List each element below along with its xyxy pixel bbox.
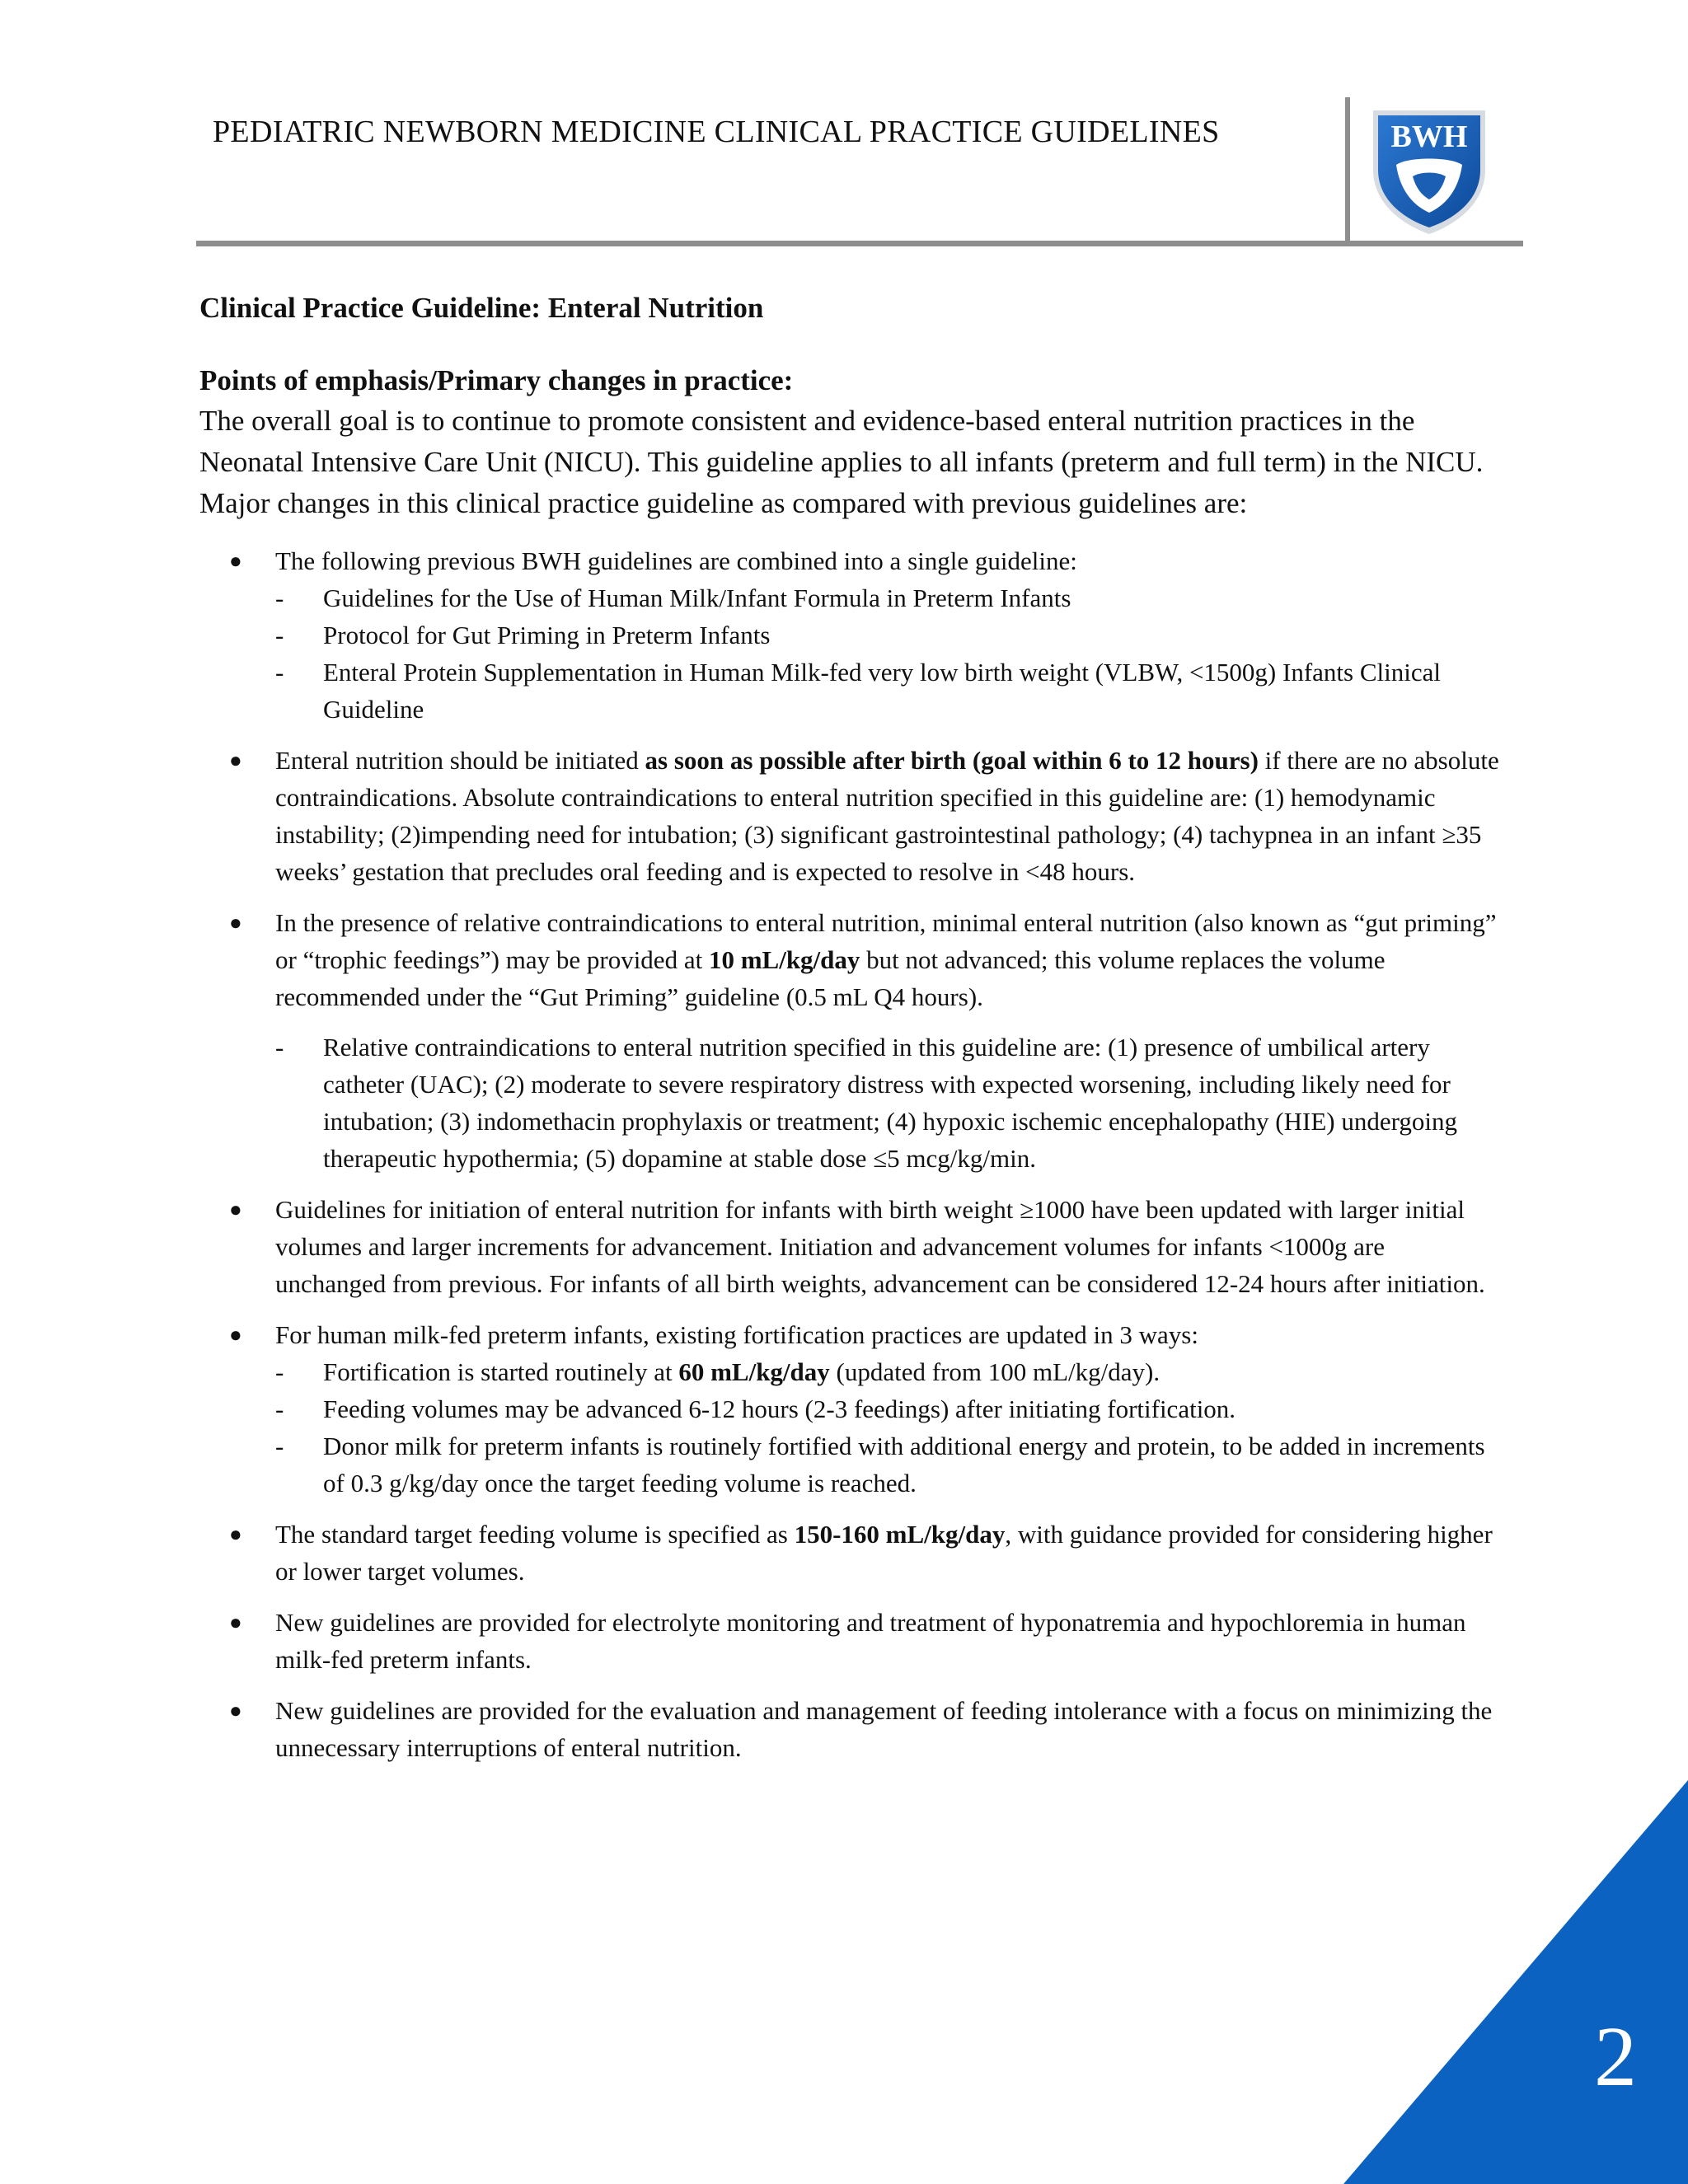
sub-item-text: Protocol for Gut Priming in Preterm Infants [323, 621, 771, 649]
bullet-text-bold: 150-160 mL/kg/day [794, 1520, 1006, 1549]
sub-list [275, 579, 1502, 728]
bullet-icon: ● [229, 1197, 242, 1221]
page-corner-triangle [1343, 1780, 1688, 2184]
header-title: PEDIATRIC NEWBORN MEDICINE CLINICAL PRACTICE GUIDELINES [213, 115, 1220, 149]
sub-list [275, 1353, 1502, 1502]
dash-icon: - [275, 583, 284, 612]
header-rule [196, 241, 1523, 246]
bullet-icon: ● [229, 748, 242, 772]
sub-list-item [275, 1427, 1502, 1502]
header-divider [1345, 97, 1350, 244]
bullet-text: New guidelines are provided for the evaluation and management of feeding intolerance with a focus on minimizing the unnecessary interruptions of enteral nutrition. [275, 1696, 1493, 1762]
bullet-text-post: but not advanced; this volume replaces the volume recommended under the “Gut Priming” guideline (0.5 mL Q4 hours). [275, 945, 1386, 1011]
changes-list [199, 542, 1502, 1766]
dash-icon: - [275, 1394, 284, 1423]
sub-list-item [275, 654, 1502, 728]
bullet-text-pre: Enteral nutrition should be initiated [275, 746, 645, 775]
sub-item-text: Enteral Protein Supplementation in Human Milk-fed very low birth weight (VLBW, <1500g) Infants Clinical Guideline [323, 658, 1441, 724]
sub-list-item [275, 579, 1502, 616]
list-item [199, 1516, 1502, 1590]
bwh-shield-logo [1368, 105, 1490, 237]
bullet-icon: ● [229, 1323, 242, 1347]
dash-icon: - [275, 1033, 284, 1062]
sub-item-text: Relative contraindications to enteral nutrition specified in this guideline are: (1) presence of umbilical artery catheter (UAC); (2) moderate to severe respiratory distress with expected worsening, including likely need for intubation; (3) indomethacin prophylaxis or treatment; (4) hypoxic ischemic encephalopathy (HIE) undergoing therapeutic hypothermia; (5) dopamine at stable dose ≤5 mcg/kg/min. [323, 1033, 1457, 1173]
sub-list [275, 1029, 1502, 1177]
bullet-text-pre: In the presence of relative contraindications to enteral nutrition, minimal enteral nutrition (also known as “gut priming” or “trophic feedings”) may be provided at [275, 908, 1497, 974]
bullet-text-post: , with guidance provided for considering higher or lower target volumes. [275, 1520, 1493, 1586]
sub-list-item [275, 1390, 1502, 1427]
sub-item-text-post: (updated from 100 mL/kg/day). [829, 1357, 1160, 1386]
document-title: Clinical Practice Guideline: Enteral Nutrition [199, 292, 764, 324]
list-item [199, 742, 1502, 890]
sub-item-text-pre: Fortification is started routinely at [323, 1357, 679, 1386]
bullet-text: New guidelines are provided for electrolyte monitoring and treatment of hyponatremia and hypochloremia in human milk-fed preterm infants. [275, 1608, 1466, 1674]
logo-text: BWH [1390, 120, 1468, 154]
bullet-text: The following previous BWH guidelines are combined into a single guideline: [275, 546, 1077, 575]
bullet-text: Guidelines for initiation of enteral nutrition for infants with birth weight ≥1000 have been updated with larger initial volumes and larger increments for advancement. Initiation and advancement volumes for infants <1000g are unchanged from previous. For infants of all birth weights, advancement can be considered 12-24 hours after initiation. [275, 1195, 1485, 1298]
sub-list-item [275, 616, 1502, 654]
section-heading: Points of emphasis/Primary changes in practice: [199, 364, 794, 396]
bullet-icon: ● [229, 549, 242, 573]
bullet-text-bold: as soon as possible after birth (goal within 6 to 12 hours) [645, 746, 1259, 775]
bullet-text-pre: The standard target feeding volume is specified as [275, 1520, 795, 1549]
sub-item-text: Donor milk for preterm infants is routinely fortified with additional energy and protein, to be added in increments of 0.3 g/kg/day once the target feeding volume is reached. [323, 1432, 1485, 1497]
sub-item-text: Guidelines for the Use of Human Milk/Infant Formula in Preterm Infants [323, 583, 1071, 612]
dash-icon: - [275, 658, 284, 687]
sub-list-item [275, 1029, 1502, 1177]
bullet-text: For human milk-fed preterm infants, existing fortification practices are updated in 3 ways: [275, 1320, 1198, 1349]
page-number: 2 [1594, 2009, 1637, 2104]
dash-icon: - [275, 1432, 284, 1460]
bullet-icon: ● [229, 1522, 242, 1546]
intro-paragraph: The overall goal is to continue to promote consistent and evidence-based enteral nutrition practices in the Neonatal Intensive Care Unit (NICU). This guideline applies to all infants (preterm and full term) in the NICU. Major changes in this clinical practice guideline as compared with previous guidelines are: [199, 405, 1484, 519]
list-item [199, 1692, 1502, 1766]
sub-item-text-bold: 60 mL/kg/day [678, 1357, 830, 1386]
list-item [199, 904, 1502, 1177]
list-item [199, 1191, 1502, 1302]
bullet-icon: ● [229, 1610, 242, 1634]
bullet-icon: ● [229, 1699, 242, 1722]
bullet-icon: ● [229, 911, 242, 935]
dash-icon: - [275, 1357, 284, 1386]
sub-item-text: Feeding volumes may be advanced 6-12 hours (2-3 feedings) after initiating fortification. [323, 1394, 1236, 1423]
document-body [199, 288, 1502, 1780]
list-item [199, 542, 1502, 728]
list-item [199, 1316, 1502, 1502]
list-item [199, 1604, 1502, 1678]
dash-icon: - [275, 621, 284, 649]
sub-list-item [275, 1353, 1502, 1390]
bullet-text-post: if there are no absolute contraindications. Absolute contraindications to enteral nutrition specified in this guideline are: (1) hemodynamic instability; (2)impending need for intubation; (3) significant gastrointestinal pathology; (4) tachypnea in an infant ≥35 weeks’ gestation that precludes oral feeding and is expected to resolve in <48 hours. [275, 746, 1499, 886]
bullet-text-bold: 10 mL/kg/day [708, 945, 860, 974]
